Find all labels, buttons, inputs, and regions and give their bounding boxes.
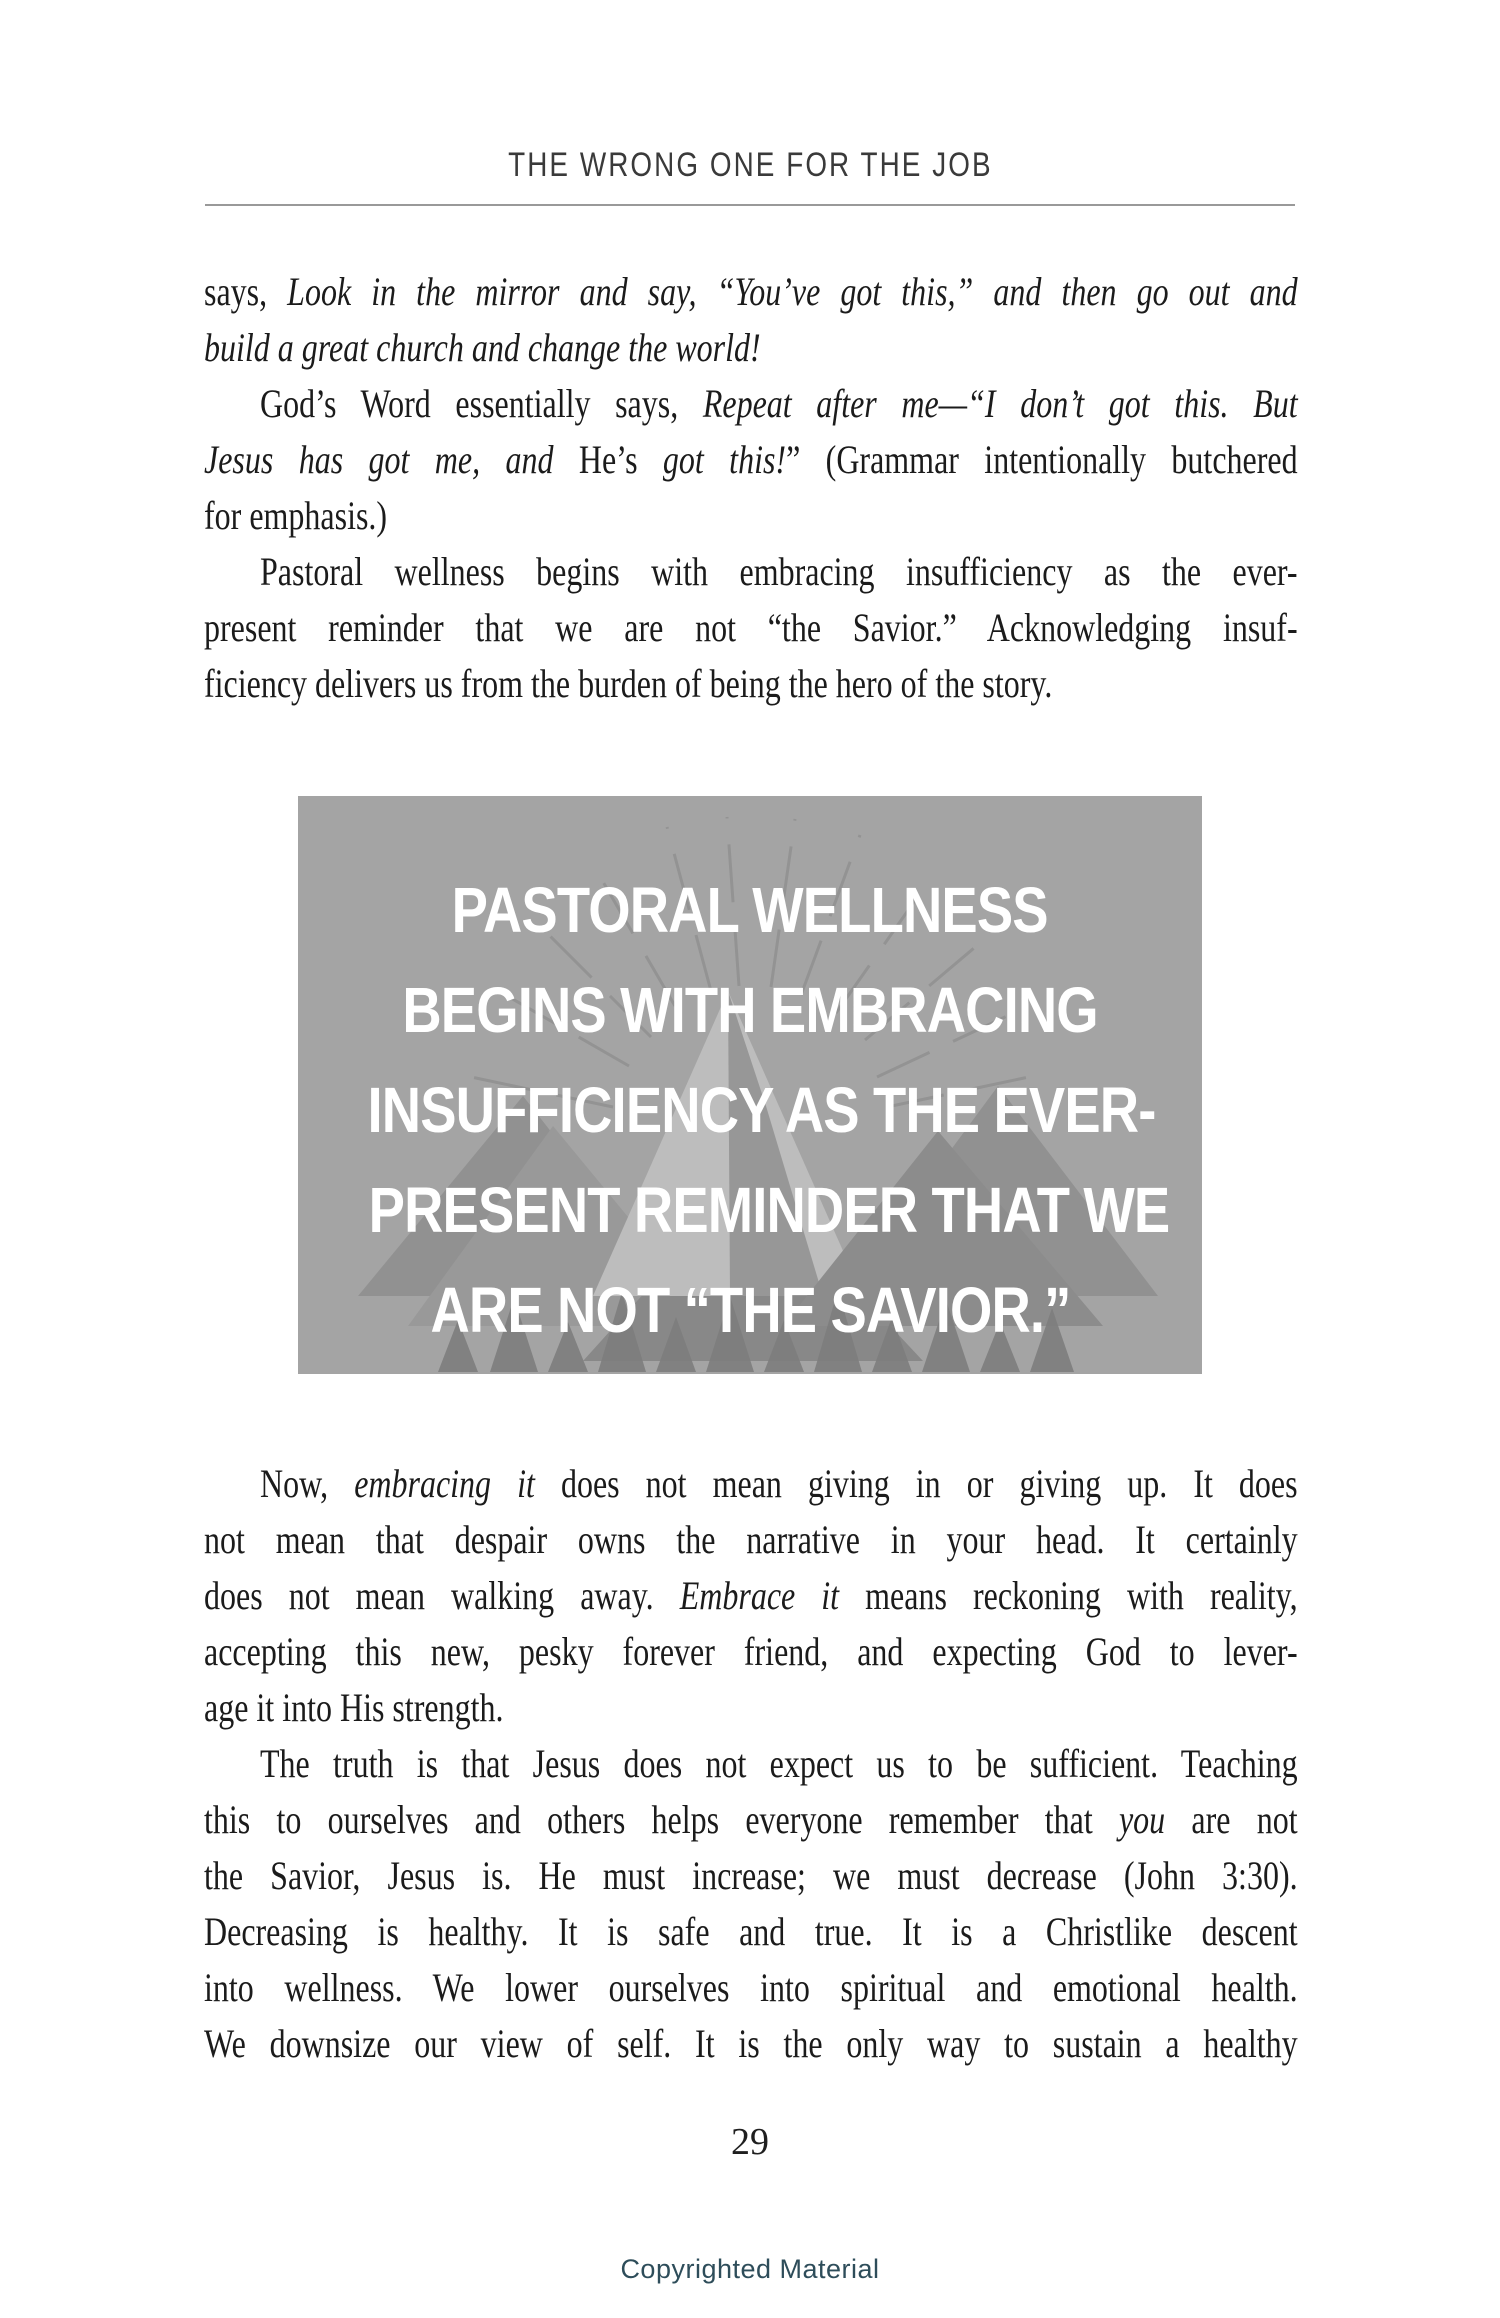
body-line: present reminder that we are not “the Savior.” Acknowledging insuf- — [204, 605, 1298, 650]
page-number: 29 — [731, 2121, 769, 2163]
body-line: Now, embracing it does not mean giving in or giving up. It does — [260, 1461, 1298, 1506]
body-line: into wellness. We lower ourselves into spiritual and emotional health. — [204, 1965, 1298, 2010]
body-line: We downsize our view of self. It is the only way to sustain a healthy — [204, 2021, 1298, 2066]
running-head-text: THE WRONG ONE FOR THE JOB — [507, 146, 993, 184]
body-text-block-1 — [204, 264, 1298, 712]
body-line: accepting this new, pesky forever friend, and expecting God to lever- — [204, 1629, 1298, 1674]
body-line: The truth is that Jesus does not expect us to be sufficient. Teaching — [260, 1741, 1298, 1786]
body-line: God’s Word essentially says, Repeat after me—“I don’t got this. But — [260, 381, 1298, 426]
pullquote-text — [298, 796, 1202, 1360]
quote-line: INSUFFICIENCY AS THE EVER- — [367, 1074, 1156, 1146]
copyright-notice: Copyrighted Material — [620, 2254, 880, 2284]
body-line: age it into His strength. — [204, 1685, 504, 1730]
body-line: the Savior, Jesus is. He must increase; we must decrease (John 3:30). — [204, 1853, 1298, 1898]
body-line: Jesus has got me, and He’s got this!” (Grammar intentionally butchered — [204, 437, 1298, 482]
running-head — [0, 146, 1500, 185]
quote-line: PRESENT REMINDER THAT WE — [368, 1174, 1170, 1246]
body-line: not mean that despair owns the narrative in your head. It certainly — [204, 1517, 1298, 1562]
body-line: Pastoral wellness begins with embracing insufficiency as the ever- — [260, 549, 1298, 594]
quote-line: PASTORAL WELLNESS — [451, 874, 1049, 946]
body-line: Decreasing is healthy. It is safe and true. It is a Christlike descent — [204, 1909, 1298, 1954]
header-rule — [205, 204, 1295, 206]
quote-line: ARE NOT “THE SAVIOR.” — [429, 1274, 1071, 1346]
pullquote-box — [298, 796, 1202, 1374]
body-line: does not mean walking away. Embrace it means reckoning with reality, — [204, 1573, 1298, 1618]
body-line: for emphasis.) — [204, 493, 388, 538]
body-line: ficiency delivers us from the burden of being the hero of the story. — [204, 661, 1053, 706]
quote-line: BEGINS WITH EMBRACING — [402, 974, 1098, 1046]
body-line: this to ourselves and others helps everyone remember that you are not — [204, 1797, 1298, 1842]
body-text-block-2 — [204, 1456, 1298, 2072]
body-line: build a great church and change the world! — [204, 325, 761, 370]
body-line: says, Look in the mirror and say, “You’ve got this,” and then go out and — [204, 269, 1298, 314]
